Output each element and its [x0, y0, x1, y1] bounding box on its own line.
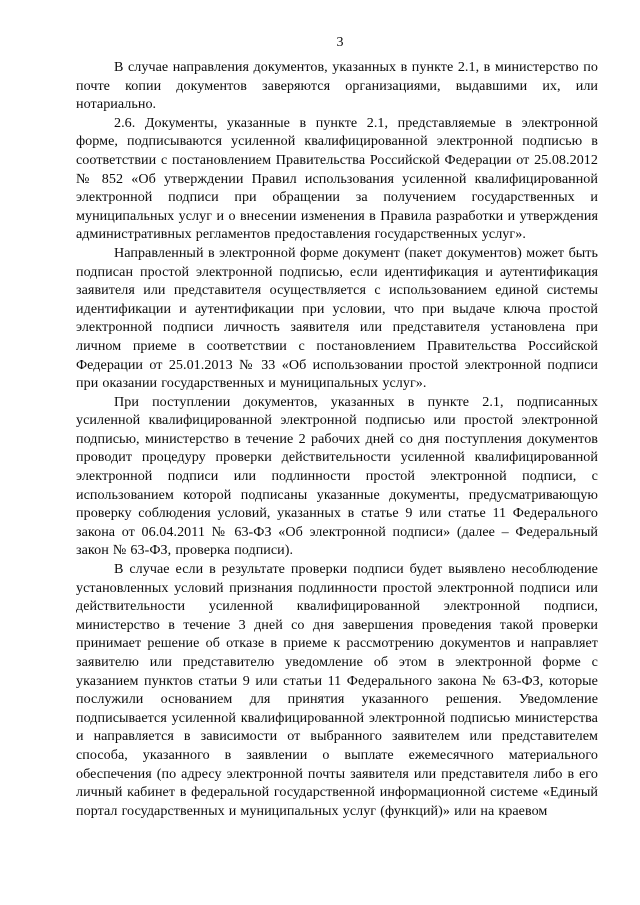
- paragraph-signature-verification: При поступлении документов, указанных в пункте 2.1, подписанных усиленной квалифицированной электронной подписью или простой электронной подписью, министерство в течение 2 рабочих дней со дня поступления документов проводит процедуру проверки действительности усиленной квалифицированной электронной подписи или подлинности простой электронной подписи, с использованием которой подписаны указанные документы, предусматривающую проверку соблюдения условий, указанных в статье 9 или статье 11 Федерального закона от 06.04.2011 № 63-ФЗ «Об электронной подписи» (далее – Федеральный закон № 63-ФЗ, проверка подписи).: [76, 393, 598, 559]
- paragraph-2-6-qualified-signature: 2.6. Документы, указанные в пункте 2.1, представляемые в электронной форме, подписываются усиленной квалифицированной электронной подписью в соответствии с постановлением Правительства Российской Федерации от 25.08.2012 № 852 «Об утверждении Правил использования усиленной квалифицированной электронной подписи при обращении за получением государственных и муниципальных услуг и о внесении изменения в Правила разработки и утверждения административных регламентов предоставления государственных услуг».: [76, 114, 598, 243]
- paragraph-copies-certification: В случае направления документов, указанных в пункте 2.1, в министерство по почте копии документов заверяются организациями, выдавшими их, или нотариально.: [76, 59, 598, 113]
- paragraph-simple-signature: Направленный в электронной форме документ (пакет документов) может быть подписан простой электронной подписью, если идентификация и аутентификация заявителя или представителя осуществляется с использованием единой системы идентификации и аутентификации при условии, что при выдаче ключа простой электронной подписи личность заявителя или представителя установлена при личном приеме в соответствии с постановлением Правительства Российской Федерации от 25.01.2013 № 33 «Об использовании простой электронной подписи при оказании государственных и муниципальных услуг».: [76, 244, 598, 392]
- paragraph-refusal-notification: В случае если в результате проверки подписи будет выявлено несоблюдение установленных условий признания подлинности простой электронной подписи или действительности усиленной квалифицированной электронной подписи, министерство в течение 3 дней со дня завершения проведения такой проверки принимает решение об отказе в приеме к рассмотрению документов и направляет заявителю или представителю уведомление об этом в электронной форме с указанием пунктов статьи 9 или статьи 11 Федерального закона № 63-ФЗ, которые послужили основанием для принятия указанного решения. Уведомление подписывается усиленной квалифицированной электронной подписью министерства и направляется в зависимости от выбранного заявителем или представителем способа, указанного в заявлении о выплате ежемесячного материального обеспечения (по адресу электронной почты заявителя или представителя либо в его личный кабинет в федеральной государственной информационной системе «Единый портал государственных и муниципальных услуг (функций)» или на краевом: [76, 561, 598, 819]
- page-number: 3: [336, 35, 344, 50]
- document-body: [76, 58, 598, 820]
